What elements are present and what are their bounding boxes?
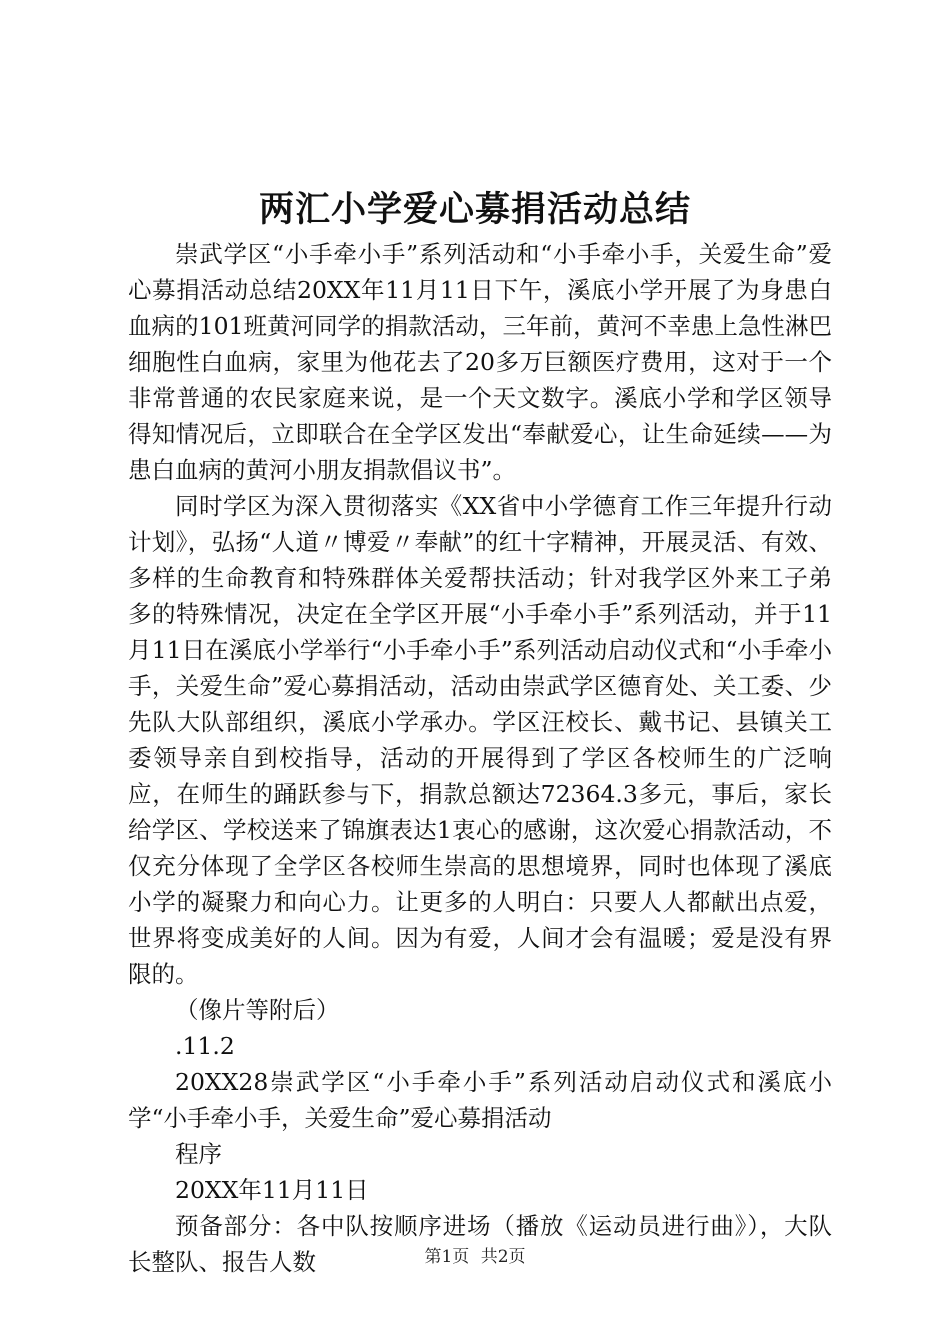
paragraph-program-date: 20XX年11月11日 [175,1176,369,1204]
paragraph-date-short: .11.2 [175,1032,235,1060]
document-body [128,236,832,1280]
paragraph-preparation: 预备部分：各中队按顺序进场（播放《运动员进行曲》），大队长整队、报告人数 [128,1212,832,1276]
page-total: 共2页 [480,1247,526,1267]
paragraph-intro: 崇武学区“小手牵小手”系列活动和“小手牵小手，关爱生命”爱心募捐活动总结20XX年11月11日下午，溪底小学开展了为身患白血病的101班黄河同学的捐款活动，三年前，黄河不幸患上急性淋巴细胞性白血病，家里为他花去了20多万巨额医疗费用，这对于一个非常普通的农民家庭来说，是一个天文数字。溪底小学和学区领导得知情况后，立即联合在全学区发出“奉献爱心，让生命延续——为患白血病的黄河小朋友捐款倡议书”。 [128,240,832,484]
paragraph-photo-note: （像片等附后） [175,996,340,1024]
paragraph-program-label: 程序 [175,1140,222,1168]
paragraph-program-heading: 20XX28崇武学区“小手牵小手”系列活动启动仪式和溪底小学“小手牵小手，关爱生命”爱心募捐活动 [128,1068,832,1132]
document-title: 两汇小学爱心募捐活动总结 [258,189,691,230]
page-footer [0,1242,950,1267]
page-number: 第1页 [424,1247,470,1267]
paragraph-details: 同时学区为深入贯彻落实《XX省中小学德育工作三年提升行动计划》，弘扬“人道〃博爱〃奉献”的红十字精神，开展灵活、有效、多样的生命教育和特殊群体关爱帮扶活动；针对我学区外来工子弟多的特殊情况，决定在全学区开展“小手牵小手”系列活动，并于11月11日在溪底小学举行“小手牵小手”系列活动启动仪式和“小手牵小手，关爱生命”爱心募捐活动，活动由崇武学区德育处、关工委、少先队大队部组织，溪底小学承办。学区汪校长、戴书记、县镇关工委领导亲自到校指导，活动的开展得到了学区各校师生的广泛响应，在师生的踊跃参与下，捐款总额达72364.3多元，事后，家长给学区、学校送来了锦旗表达1衷心的感谢，这次爱心捐款活动，不仅充分体现了全学区各校师生崇高的思想境界，同时也体现了溪底小学的凝聚力和向心力。让更多的人明白：只要人人都献出点爱，世界将变成美好的人间。因为有爱，人间才会有温暖；爱是没有界限的。 [128,492,832,988]
